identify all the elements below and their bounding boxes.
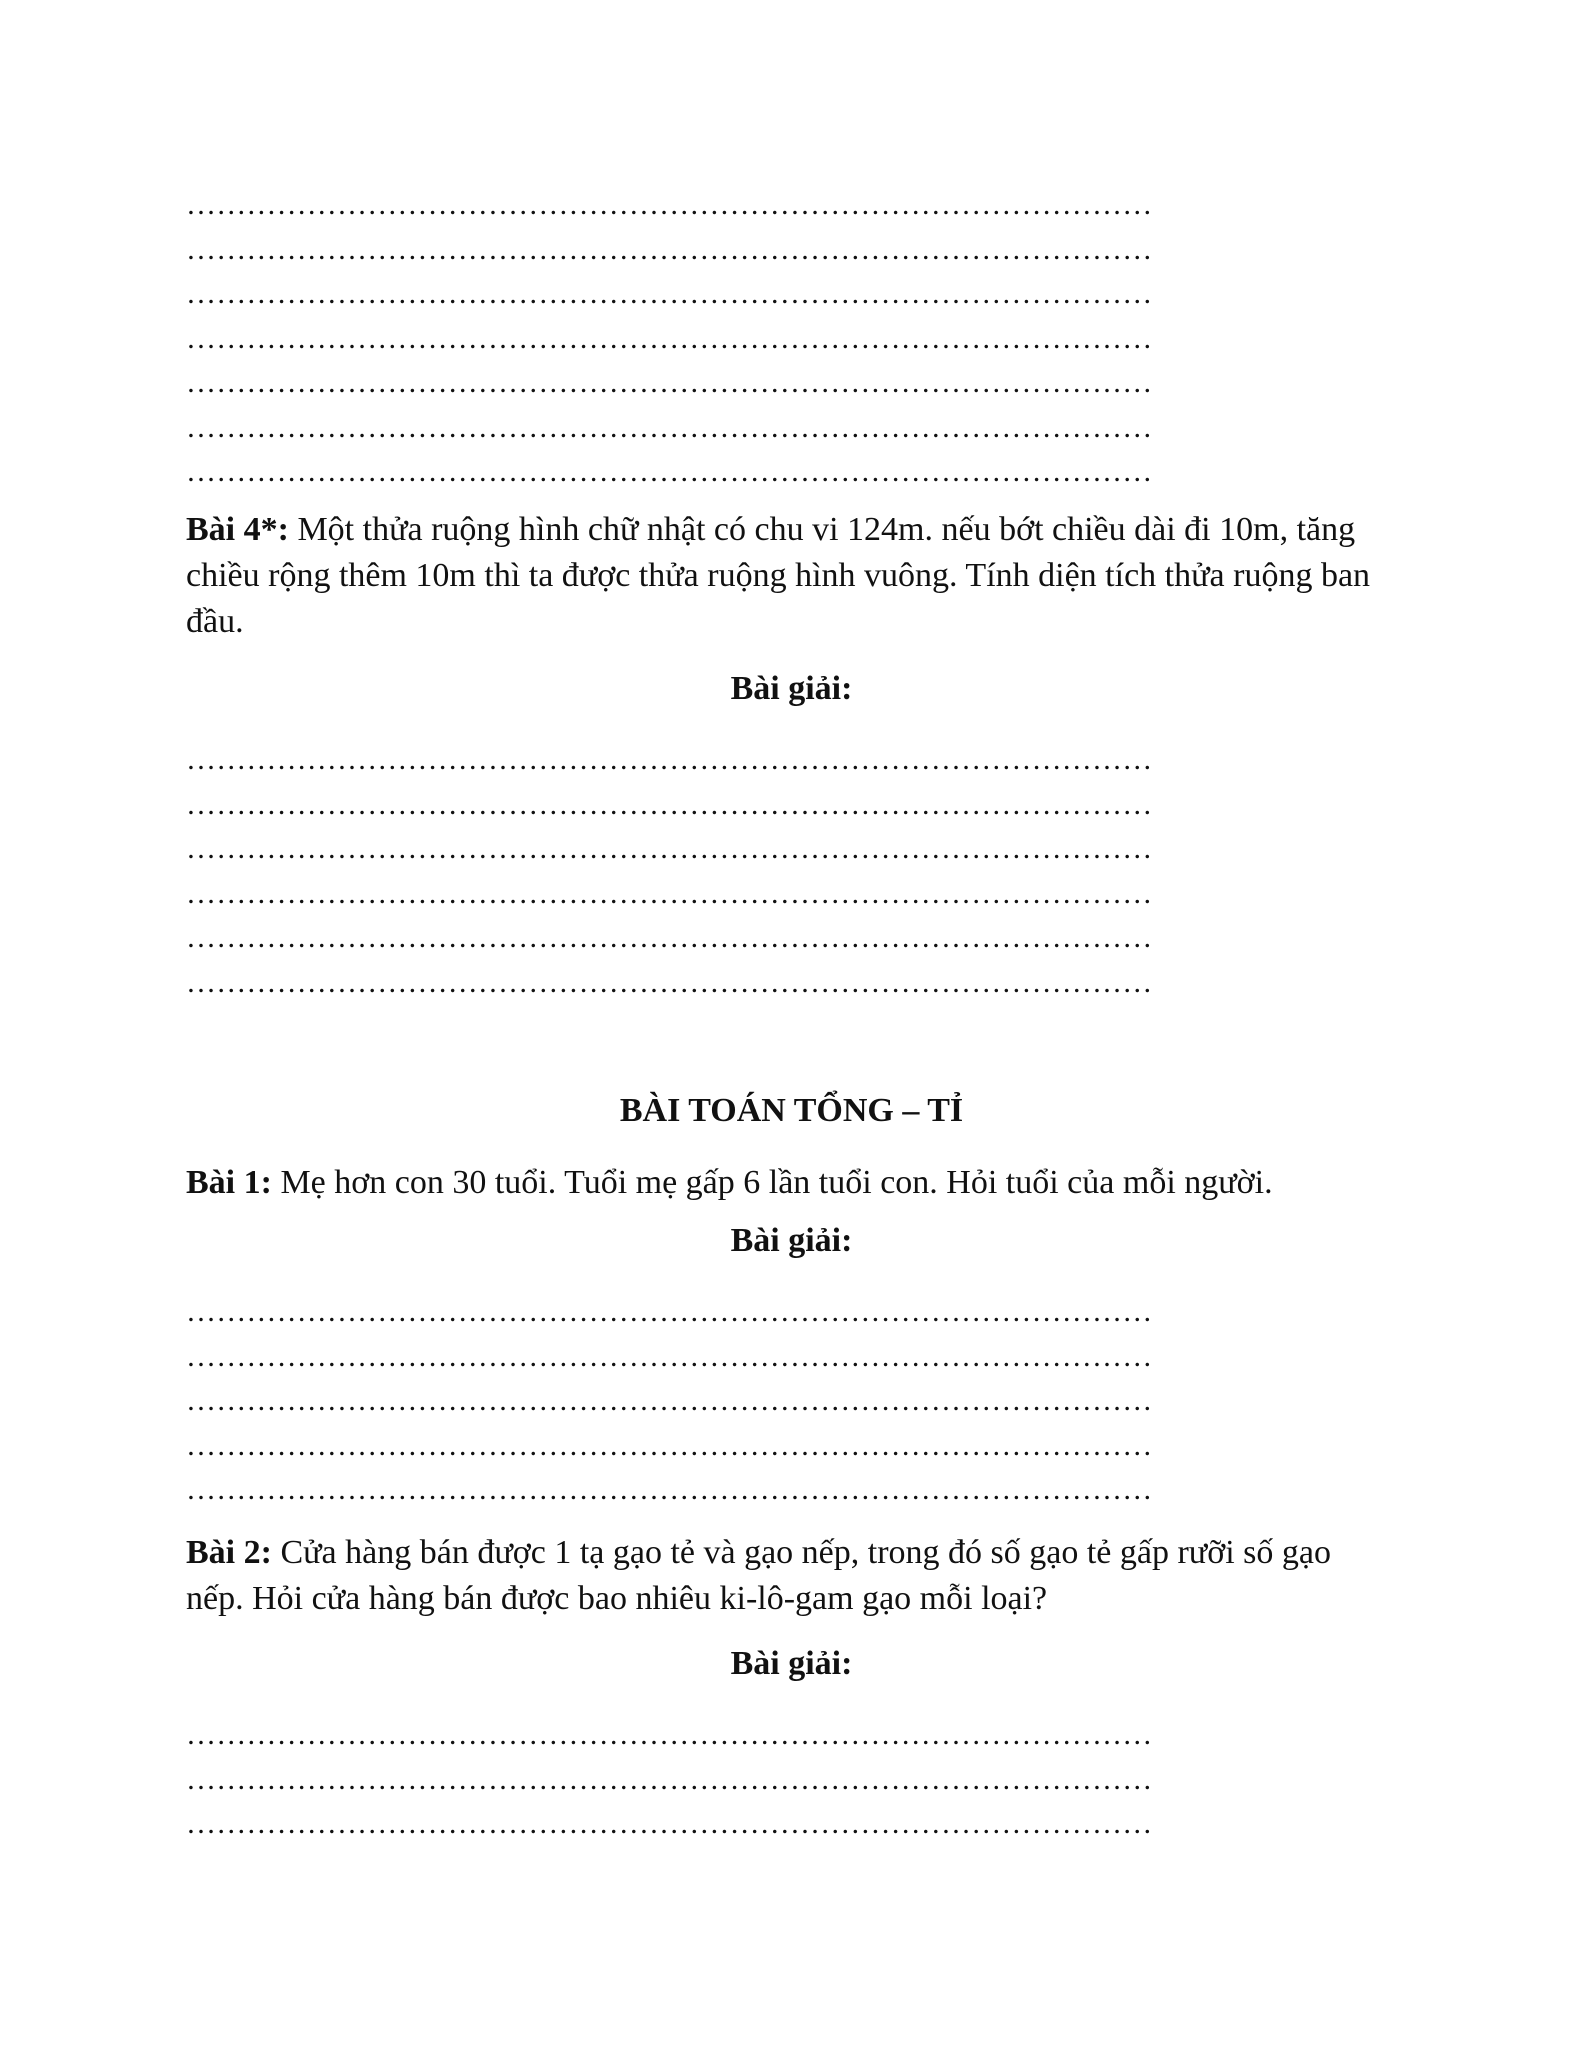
answer-line: ……………………………………………………………………………………	[186, 1339, 1153, 1373]
answer-line: ……………………………………………………………………………………	[186, 1762, 1153, 1796]
answer-line: ……………………………………………………………………………………	[186, 188, 1153, 221]
problem-label: Bài 2:	[186, 1534, 272, 1571]
solution-heading-bai-1: Bài giải:	[730, 1222, 853, 1259]
answer-line: ……………………………………………………………………………………	[186, 1807, 1153, 1840]
answer-line: ……………………………………………………………………………………	[186, 832, 1153, 865]
answer-lines-bai-2	[186, 1713, 1376, 1847]
answer-line: ……………………………………………………………………………………	[186, 787, 1153, 821]
problem-label: Bài 1:	[186, 1164, 272, 1201]
answer-line: ……………………………………………………………………………………	[186, 1295, 1153, 1328]
answer-line: ……………………………………………………………………………………	[186, 455, 1153, 488]
answer-lines-bai-4	[186, 738, 1376, 1005]
problem-text: Một thửa ruộng hình chữ nhật có chu vi 124m. nếu bớt chiều dài đi 10m, tăng chiều rộng thêm 10m thì ta được thửa ruộng hình vuông. Tính diện tích thửa ruộng ban đầu.	[186, 511, 1371, 640]
answer-line: ……………………………………………………………………………………	[186, 1384, 1153, 1417]
answer-line: ……………………………………………………………………………………	[186, 1473, 1153, 1506]
answer-line: ……………………………………………………………………………………	[186, 410, 1153, 444]
answer-line: ……………………………………………………………………………………	[186, 1718, 1153, 1751]
problem-bai-2	[186, 1530, 1386, 1622]
answer-line: ……………………………………………………………………………………	[186, 743, 1153, 776]
answer-line: ……………………………………………………………………………………	[186, 965, 1153, 999]
problem-bai-4	[186, 507, 1386, 645]
answer-line: ……………………………………………………………………………………	[186, 277, 1153, 310]
problem-label: Bài 4*:	[186, 511, 289, 548]
problem-bai-1	[186, 1160, 1386, 1206]
answer-line: ……………………………………………………………………………………	[186, 321, 1153, 355]
answer-line: ……………………………………………………………………………………	[186, 921, 1153, 954]
solution-heading-bai-4: Bài giải:	[730, 670, 853, 707]
answer-line: ……………………………………………………………………………………	[186, 876, 1153, 910]
section-title: BÀI TOÁN TỔNG – TỈ	[619, 1092, 964, 1129]
answer-lines-top	[186, 183, 1376, 495]
answer-line: ……………………………………………………………………………………	[186, 1428, 1153, 1462]
answer-line: ……………………………………………………………………………………	[186, 366, 1153, 399]
solution-heading-bai-2: Bài giải:	[730, 1645, 853, 1682]
problem-text: Cửa hàng bán được 1 tạ gạo tẻ và gạo nếp, trong đó số gạo tẻ gấp rưỡi số gạo nếp. Hỏi cửa hàng bán được bao nhiêu ki-lô-gam gạo mỗi loại?	[186, 1534, 1331, 1617]
answer-line: ……………………………………………………………………………………	[186, 232, 1153, 266]
problem-text: Mẹ hơn con 30 tuổi. Tuổi mẹ gấp 6 lần tuổi con. Hỏi tuổi của mỗi người.	[271, 1164, 1273, 1201]
answer-lines-bai-1	[186, 1290, 1376, 1513]
